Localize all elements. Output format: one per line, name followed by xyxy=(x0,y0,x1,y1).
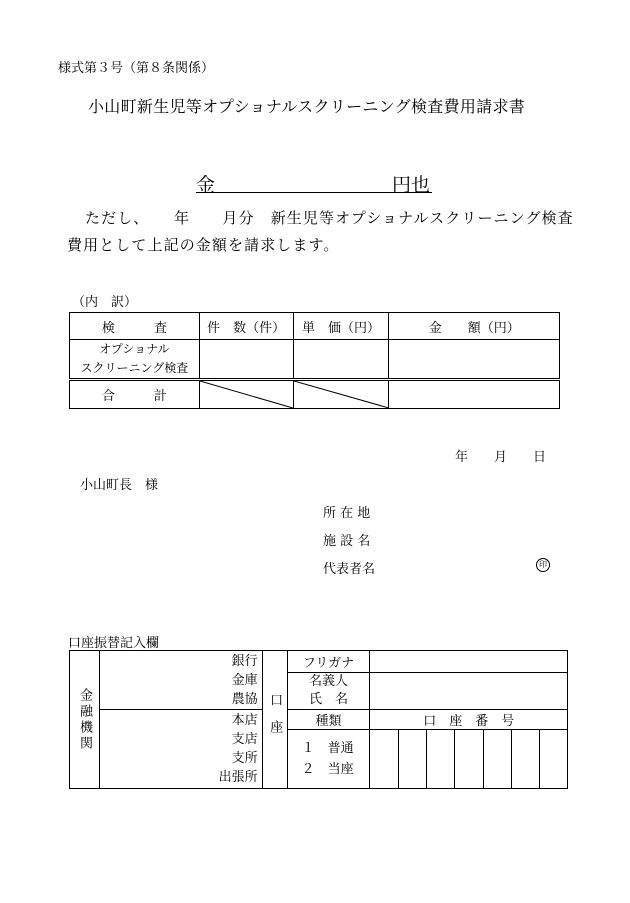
form-number: 様式第３号（第８条関係） xyxy=(58,61,215,76)
diagonal-slash xyxy=(200,381,293,408)
bank-type-kinko: 金庫 xyxy=(231,672,258,688)
account-digit-6[interactable] xyxy=(512,730,540,789)
facility-label: 施 設 名 xyxy=(323,534,371,549)
amount-underline xyxy=(196,192,432,193)
page-title: 小山町新生児等オプショナルスクリーニング検査費用請求書 xyxy=(88,97,526,116)
total-count-slash-cell xyxy=(199,380,293,409)
date-line: 年 月 日 xyxy=(455,450,547,465)
account-digit-2[interactable] xyxy=(399,730,427,789)
bank-type-cell[interactable] xyxy=(99,651,262,710)
unit-price-cell[interactable] xyxy=(293,340,389,380)
breakdown-total-row xyxy=(70,380,560,409)
total-label: 合 計 xyxy=(70,380,200,409)
branch-type-cell[interactable] xyxy=(99,710,262,789)
account-holder-label xyxy=(287,673,370,710)
row-label-line-1: オプショナル xyxy=(99,342,170,356)
bank-account-table xyxy=(69,650,568,789)
amount-kin: 金 xyxy=(196,174,216,196)
breakdown-header-row xyxy=(70,313,560,340)
financial-institution-label xyxy=(70,651,100,789)
breakdown-table xyxy=(69,312,560,409)
account-type-futsu: １ 普通 xyxy=(301,741,354,756)
holder-line-1: 名義人 xyxy=(308,674,348,689)
account-number-label: 口 座 番 号 xyxy=(370,710,568,730)
holder-line-2: 氏 名 xyxy=(308,692,348,707)
header-unit-price: 単 価（円） xyxy=(293,313,389,340)
total-unit-price-slash-cell xyxy=(293,380,389,409)
statement-line-2: 費用として上記の金額を請求します。 xyxy=(67,236,340,254)
account-holder-field[interactable] xyxy=(370,673,568,710)
bank-type-ginko: 銀行 xyxy=(231,653,258,669)
bank-section-label: 口座振替記入欄 xyxy=(68,636,160,651)
representative-label: 代表者名 xyxy=(323,562,376,577)
branch-type-honten: 本店 xyxy=(231,713,258,728)
account-type-options[interactable] xyxy=(287,730,370,789)
account-label xyxy=(262,651,287,789)
account-digit-7[interactable] xyxy=(539,730,567,789)
breakdown-label: （内 訳） xyxy=(72,295,138,310)
statement-line-1: ただし、 年 月分 新生児等オプショナルスクリーニング検査 xyxy=(85,209,574,227)
account-digit-5[interactable] xyxy=(484,730,512,789)
diagonal-slash xyxy=(294,381,389,408)
branch-type-shiten: 支店 xyxy=(231,732,258,747)
address-label: 所 在 地 xyxy=(323,506,371,521)
seal-mark: 印 xyxy=(536,558,550,572)
header-count: 件 数（件） xyxy=(199,313,293,340)
bank-type-nokyo: 農協 xyxy=(231,691,258,707)
row-inspection-name xyxy=(70,340,200,380)
furigana-field[interactable] xyxy=(370,651,568,673)
header-amount: 金 額（円） xyxy=(389,313,560,340)
header-inspection: 検 査 xyxy=(70,313,200,340)
total-amount-cell[interactable] xyxy=(389,380,560,409)
row-label-line-2: スクリーニング検査 xyxy=(80,361,189,375)
breakdown-row xyxy=(70,340,560,380)
account-digit-1[interactable] xyxy=(370,730,399,789)
account-type-toza: ２ 当座 xyxy=(301,762,354,777)
count-cell[interactable] xyxy=(199,340,293,380)
account-type-label: 種類 xyxy=(287,710,370,730)
branch-type-shisho: 支所 xyxy=(231,751,258,766)
amount-cell[interactable] xyxy=(389,340,560,380)
amount-en-nari: 円也 xyxy=(392,174,431,196)
account-digit-3[interactable] xyxy=(427,730,455,789)
branch-type-shutchojo: 出張所 xyxy=(218,770,258,785)
account-digit-4[interactable] xyxy=(455,730,484,789)
furigana-label: フリガナ xyxy=(287,651,370,673)
financial-institution-text: 金融機関 xyxy=(76,687,92,752)
addressee: 小山町長 様 xyxy=(80,478,159,493)
account-label-text: 口座 xyxy=(267,692,283,747)
